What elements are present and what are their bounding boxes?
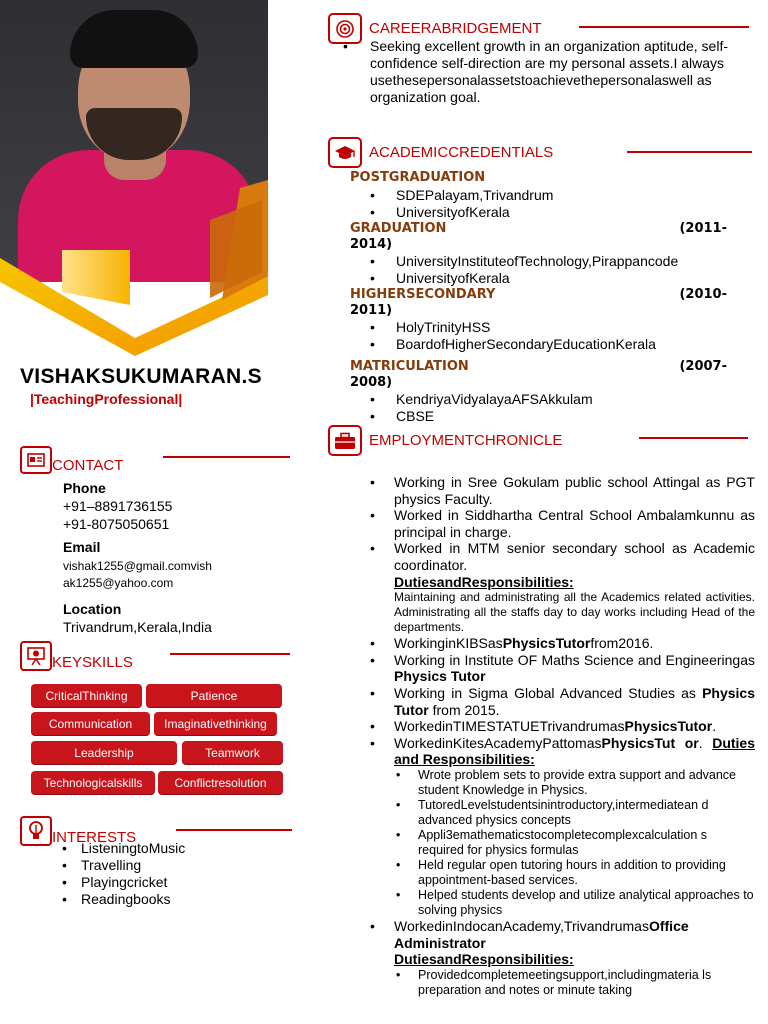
matriculation-year-end: 2008)	[350, 375, 393, 390]
skills-heading	[20, 641, 133, 671]
contact-card-icon	[20, 446, 52, 474]
employment-title: EMPLOYMENTCHRONICLE	[369, 432, 563, 449]
job-entry: • Worked in MTM senior secondary school as Academic coordinator.	[370, 540, 755, 573]
job-entry: • Working in Sigma Global Advanced Studies as Physics Tutor from 2015.	[370, 685, 755, 718]
graduation-title: GRADUATION	[350, 221, 447, 236]
employment-heading	[328, 425, 562, 456]
graduation-heading	[350, 221, 727, 253]
job-entry: • Worked in Siddhartha Central School Ambalamkunnu as principal in charge.	[370, 507, 755, 540]
highersecondary-year-start: (2010-	[679, 287, 727, 302]
postgraduation-list	[370, 187, 553, 220]
skill-pill: Patience	[146, 684, 282, 707]
skill-pill: Conflictresolution	[158, 771, 283, 794]
duty-item: • TutoredLevelstudentsinintroductory,intermediatean d advanced physics concepts	[370, 798, 755, 828]
job-entry: • Working in Institute OF Maths Science and Engineeringas Physics Tutor	[370, 652, 755, 685]
candidate-name: VISHAKSUKUMARAN.S	[20, 365, 262, 388]
list-item: • CBSE	[370, 408, 593, 425]
skill-pill: Imaginativethinking	[154, 712, 277, 735]
location-label: Location	[63, 601, 122, 617]
employment-list	[370, 474, 755, 998]
list-item: • HolyTrinityHSS	[370, 319, 656, 336]
academics-heading	[328, 137, 553, 168]
academics-title: ACADEMICCREDENTIALS	[369, 144, 554, 161]
graduation-year-end: 2014)	[350, 237, 393, 252]
matriculation-heading	[350, 359, 727, 391]
objective-text: Seeking excellent growth in an organization aptitude, self- confidence self-direction are my personal assets.I always usethesepersonalassetstoachievethepersonalaswell as organization goal.	[370, 38, 728, 105]
contact-divider	[163, 456, 290, 458]
skill-pill: Communication	[31, 712, 150, 735]
employment-divider	[639, 437, 748, 439]
duty-description: Maintaining and administrating all the Academics related activities. Administrating all the staffs day to day works including Head of the departments.	[394, 590, 755, 635]
list-item: • Travelling	[62, 857, 185, 874]
duty-item: • Wrote problem sets to provide extra support and advance student Knowledge in Physics.	[370, 768, 755, 798]
objective-bullet: •	[343, 38, 348, 54]
highersecondary-heading	[350, 287, 727, 319]
duty-item: • Held regular open tutoring hours in addition to providing appointment-based services.	[370, 858, 755, 888]
highersecondary-list	[370, 319, 656, 352]
list-item: • UniversityofKerala	[370, 204, 553, 221]
list-item: • ListeningtoMusic	[62, 840, 185, 857]
highersecondary-title: HIGHERSECONDARY	[350, 287, 496, 302]
contact-title: CONTACT	[52, 457, 124, 474]
skill-pill: Teamwork	[182, 741, 283, 764]
list-item: • UniversityofKerala	[370, 270, 678, 287]
objective-divider	[579, 26, 749, 28]
contact-heading	[20, 446, 123, 474]
phone-2[interactable]: +91-8075050651	[63, 516, 170, 532]
job-entry: • Working in Sree Gokulam public school Attingal as PGT physics Faculty.	[370, 474, 755, 507]
phone-label: Phone	[63, 480, 106, 496]
interests-title: INTERESTS	[52, 829, 137, 846]
job-entry: • WorkinginKIBSasPhysicsTutorfrom2016.	[370, 635, 755, 652]
duty-item: • Helped students develop and utilize analytical approaches to solving physics	[370, 888, 755, 918]
briefcase-icon	[328, 425, 362, 456]
matriculation-list	[370, 391, 593, 424]
objective-title: CAREERABRIDGEMENT	[369, 20, 542, 37]
job-entry: • WorkedinKitesAcademyPattomasPhysicsTut or. Duties and Responsibilities:	[370, 735, 755, 768]
job-entry: • WorkedinTIMESTATUETrivandrumasPhysicsTutor.	[370, 718, 755, 735]
academics-divider	[627, 151, 752, 153]
objective-paragraph	[343, 38, 748, 106]
list-item: • SDEPalayam,Trivandrum	[370, 187, 553, 204]
duties-label: DutiesandResponsibilities:	[394, 951, 574, 968]
postgraduation-heading: POSTGRADUATION	[350, 170, 486, 185]
graduation-cap-icon	[328, 137, 362, 168]
duty-item: • Appli3emathematicstocompletecomplexcalculation s required for physics formulas	[370, 828, 755, 858]
phone-1[interactable]: +91–8891736155	[63, 498, 173, 514]
interests-divider	[176, 829, 292, 831]
graduation-year-start: (2011-	[679, 221, 727, 236]
presentation-board-icon	[20, 641, 52, 671]
job-entry: • WorkedinIndocanAcademy,TrivandrumasOffice Administrator	[370, 918, 755, 951]
list-item: • UniversityInstituteofTechnology,Pirappancode	[370, 253, 678, 270]
duty-item: • Providedcompletemeetingsupport,includingmateria ls preparation and notes or minute taking	[370, 968, 755, 998]
email-label: Email	[63, 539, 101, 555]
duties-label: DutiesandResponsibilities:	[394, 573, 574, 590]
email-line-1[interactable]: vishak1255@gmail.comvish	[63, 559, 212, 573]
list-item: • BoardofHigherSecondaryEducationKerala	[370, 336, 656, 353]
matriculation-title: MATRICULATION	[350, 359, 469, 374]
skill-pill: CriticalThinking	[31, 684, 142, 707]
email-line-2[interactable]: ak1255@yahoo.com	[63, 576, 174, 590]
list-item: • Readingbooks	[62, 891, 185, 908]
skills-divider	[170, 653, 290, 655]
lightbulb-icon	[20, 816, 52, 846]
skill-pill: Technologicalskills	[31, 771, 155, 794]
list-item: • KendriyaVidyalayaAFSAkkulam	[370, 391, 593, 408]
graduation-list	[370, 253, 678, 286]
skills-title: KEYSKILLS	[52, 654, 133, 671]
skill-pill: Leadership	[31, 741, 177, 764]
highersecondary-year-end: 2011)	[350, 303, 393, 318]
gold-decoration	[0, 180, 290, 360]
interests-list	[62, 840, 185, 908]
matriculation-year-start: (2007-	[679, 359, 727, 374]
location-value: Trivandrum,Kerala,India	[63, 619, 212, 635]
list-item: • Playingcricket	[62, 874, 185, 891]
candidate-role: |TeachingProfessional|	[30, 391, 183, 407]
